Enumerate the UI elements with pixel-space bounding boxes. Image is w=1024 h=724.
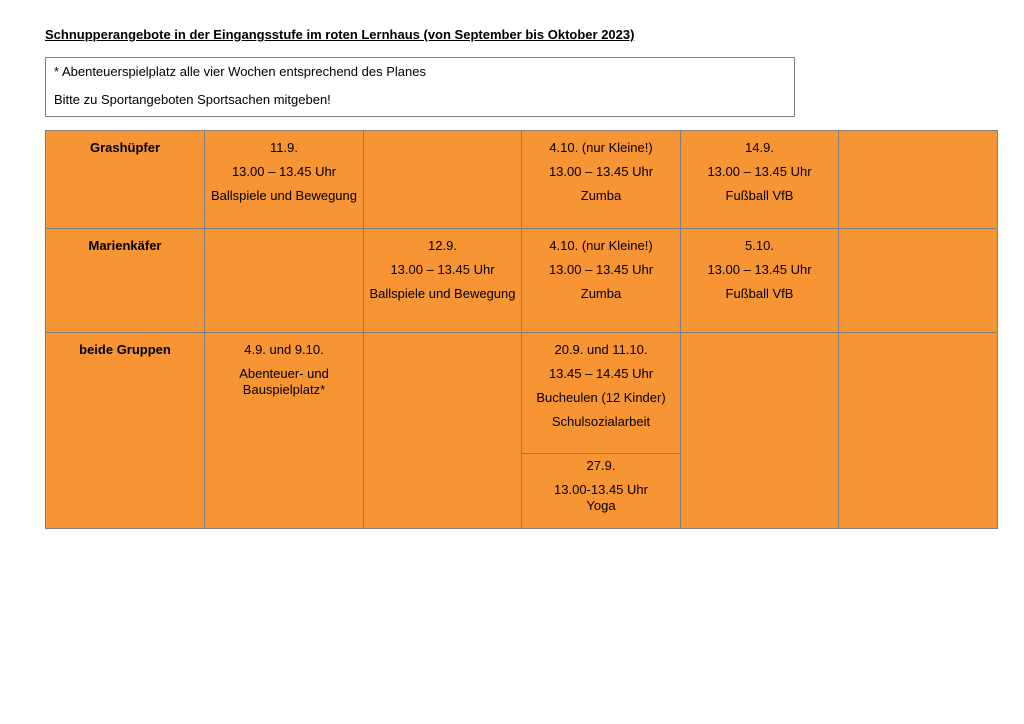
offer-activity: Ballspiele und Bewegung [369,286,516,301]
table-cell-empty [364,131,522,229]
offer-provider: Schulsozialarbeit [551,414,651,429]
offer-time: 13.00 – 13.45 Uhr [707,164,812,179]
offer-activity: Ballspiele und Bewegung [211,188,357,203]
notes-box [45,57,795,117]
offer-activity: Fußball VfB [725,188,794,203]
table-cell [522,454,681,529]
offer-activity: Abenteuer- und Bauspielplatz* [239,366,329,397]
table-cell-empty [839,131,998,229]
table-cell-empty [839,333,998,529]
offer-time-activity [526,482,676,514]
offer-date: 4.10. (nur Kleine!) [549,238,653,253]
table-cell [681,131,839,229]
offer-time: 13.00 – 13.45 Uhr [390,262,495,277]
offer-date: 11.9. [270,140,298,155]
offer-time: 13.00 – 13.45 Uhr [548,262,654,277]
offer-activity: Zumba [580,188,622,203]
note-sport-clothes: Bitte zu Sportangeboten Sportsachen mitgeben! [54,92,331,107]
offer-date: 4.9. und 9.10. [244,342,324,357]
table-row [46,131,998,229]
table-cell [522,229,681,333]
table-cell-empty [205,229,364,333]
offer-activity: Yoga [586,498,616,513]
table-cell-empty [681,333,839,529]
table-row [46,229,998,333]
table-cell-empty [839,229,998,333]
table-cell [681,229,839,333]
offer-date: 14.9. [745,140,774,155]
offer-date: 4.10. (nur Kleine!) [549,140,653,155]
table-cell [522,131,681,229]
offer-time: 13.00 – 13.45 Uhr [548,164,654,179]
offer-date: 12.9. [428,238,457,253]
table-cell [205,333,364,529]
offer-time: 13.00-13.45 Uhr [554,482,648,497]
offer-time: 13.00 – 13.45 Uhr [707,262,812,277]
schedule-table [45,130,998,529]
offer-activity: Zumba [580,286,622,301]
note-playground: * Abenteuerspielplatz alle vier Wochen entsprechend des Planes [54,64,426,79]
table-row [46,333,998,454]
table-cell [364,229,522,333]
offer-date: 27.9. [586,458,616,473]
offer-date: 20.9. und 11.10. [554,342,648,357]
offer-date: 5.10. [745,238,774,253]
group-label: Grashüpfer [46,131,205,229]
offer-time: 13.45 – 14.45 Uhr [548,366,654,381]
table-cell [205,131,364,229]
offer-activity: Fußball VfB [725,286,794,301]
offer-time: 13.00 – 13.45 Uhr [231,164,337,179]
table-cell [522,333,681,454]
page-title: Schnupperangebote in der Eingangsstufe im roten Lernhaus (von September bis Oktober 2023) [45,27,635,42]
group-label: beide Gruppen [46,333,205,529]
offer-activity: Bucheulen (12 Kinder) [536,390,666,405]
table-cell-empty [364,333,522,529]
group-label: Marienkäfer [46,229,205,333]
